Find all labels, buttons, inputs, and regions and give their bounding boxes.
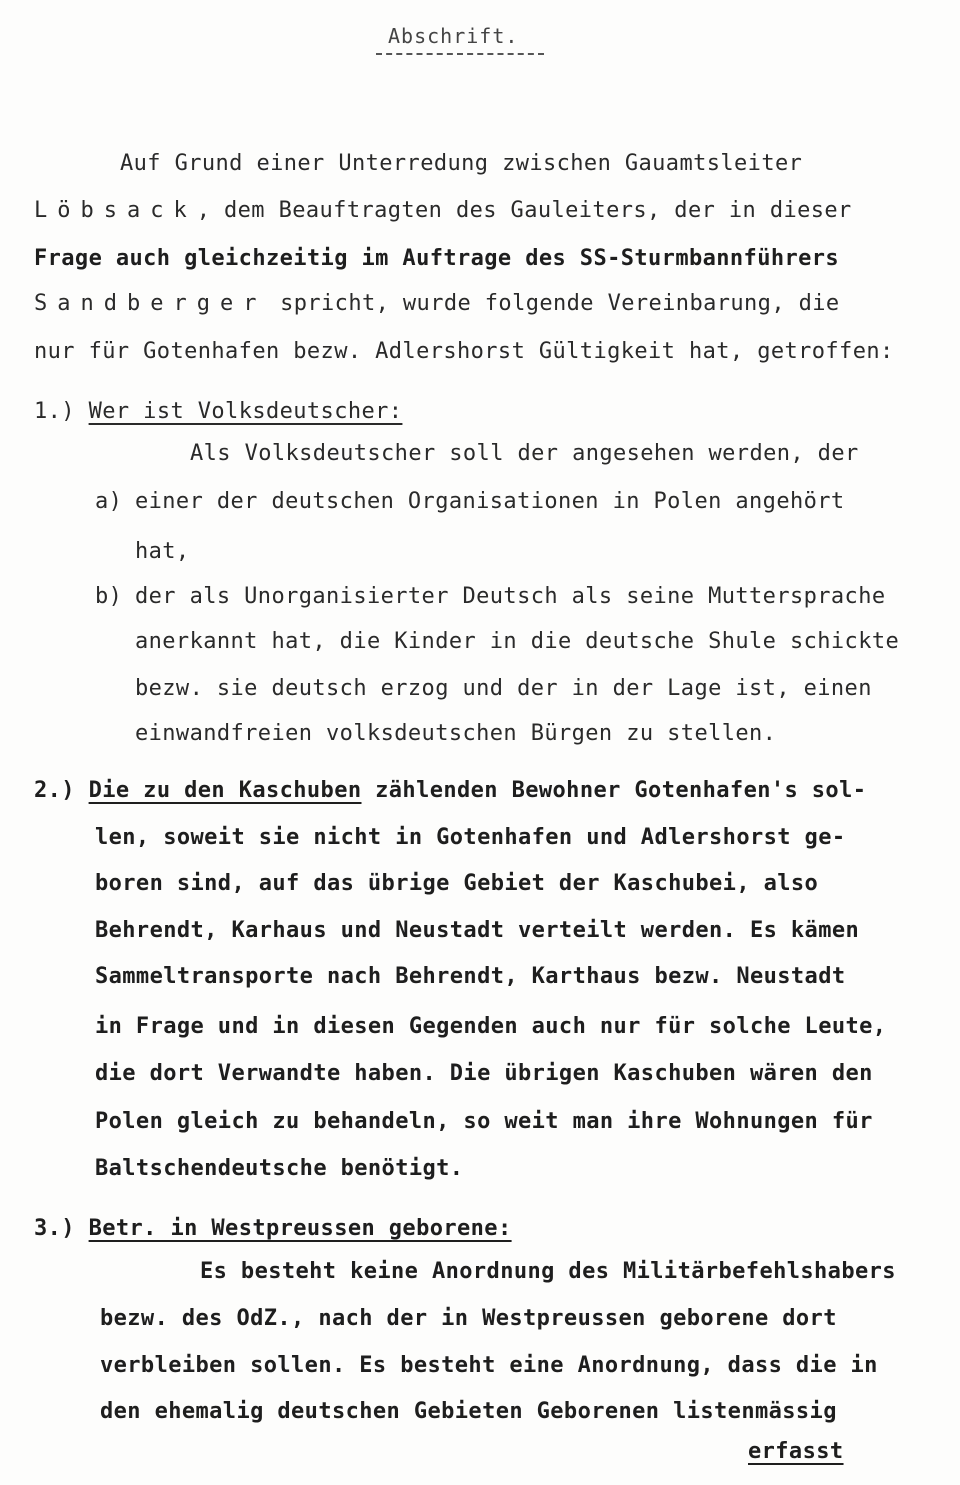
section-3-line-2: bezw. des OdZ., nach der in Westpreussen geborene dort [100, 1306, 837, 1331]
intro-line-4-rest: spricht, wurde folgende Vereinbarung, die [266, 291, 840, 316]
item-a-line-1: einer der deutschen Organisationen in Polen angehört [135, 489, 845, 514]
section-2-line-1 [34, 777, 866, 805]
section-2-line-2: len, soweit sie nicht in Gotenhafen und Adlershorst ge- [95, 825, 846, 850]
section-2-line-4: Behrendt, Karhaus und Neustadt verteilt werden. Es kämen [95, 918, 860, 943]
intro-line-4 [34, 290, 840, 318]
section-1-line-1: Als Volksdeutscher soll der angesehen werden, der [190, 441, 859, 466]
section-2-line-1-rest: zählenden Bewohner Gotenhafen's sol- [361, 778, 867, 803]
item-b-line-1: der als Unorganisierter Deutsch als seine Muttersprache [135, 584, 886, 609]
item-b-line-3: bezw. sie deutsch erzog und der in der Lage ist, einen [135, 676, 872, 701]
section-2-line-8: Polen gleich zu behandeln, so weit man ihre Wohnungen für [95, 1109, 873, 1134]
section-3-number: 3.) [34, 1216, 75, 1241]
section-1-heading: Wer ist Volksdeutscher: [88, 399, 403, 424]
section-2-line-7: die dort Verwandte haben. Die übrigen Kaschuben wären den [95, 1061, 873, 1086]
item-a-label: a) [95, 489, 123, 514]
section-3-line-4: den ehemalig deutschen Gebieten Geborenen listenmässig [100, 1399, 837, 1424]
item-a-line-2: hat, [135, 539, 190, 564]
section-3-heading-line [34, 1215, 512, 1243]
section-3-line-5: erfasst [748, 1439, 844, 1464]
intro-line-1: Auf Grund einer Unterredung zwischen Gauamtsleiter [120, 151, 803, 176]
section-2-heading: Die zu den Kaschuben [88, 778, 362, 803]
intro-line-3: Frage auch gleichzeitig im Auftrage des SS-Sturmbannführers [34, 246, 840, 271]
intro-line-2-rest: , dem Beauftragten des Gauleiters, der in dieser [196, 198, 852, 223]
item-b-line-4: einwandfreien volksdeutschen Bürgen zu stellen. [135, 721, 777, 746]
section-3-heading: Betr. in Westpreussen geborene: [88, 1216, 512, 1241]
section-3-line-1: Es besteht keine Anordnung des Militärbefehlshabers [200, 1259, 896, 1284]
item-b-label: b) [95, 584, 123, 609]
section-2-number: 2.) [34, 778, 75, 803]
section-2-line-9: Baltschendeutsche benötigt. [95, 1156, 464, 1181]
section-2-line-5: Sammeltransporte nach Behrendt, Karthaus bezw. Neustadt [95, 964, 846, 989]
section-3-line-3: verbleiben sollen. Es besteht eine Anordnung, dass die in [100, 1353, 878, 1378]
intro-line-5: nur für Gotenhafen bezw. Adlershorst Gültigkeit hat, getroffen: [34, 339, 894, 364]
document-title: Abschrift. [388, 24, 519, 48]
section-2-line-3: boren sind, auf das übrige Gebiet der Kaschubei, also [95, 871, 819, 896]
name-sandberger: Sandberger [34, 291, 267, 316]
section-1-number: 1.) [34, 399, 75, 424]
section-1-heading-line [34, 398, 402, 426]
section-2-line-6: in Frage und in diesen Gegenden auch nur für solche Leute, [95, 1014, 887, 1039]
name-loebsack: Löbsack [34, 198, 197, 223]
item-b-line-2: anerkannt hat, die Kinder in die deutsche Shule schickte [135, 629, 900, 654]
intro-line-2 [34, 197, 852, 225]
title-underline [376, 53, 544, 55]
